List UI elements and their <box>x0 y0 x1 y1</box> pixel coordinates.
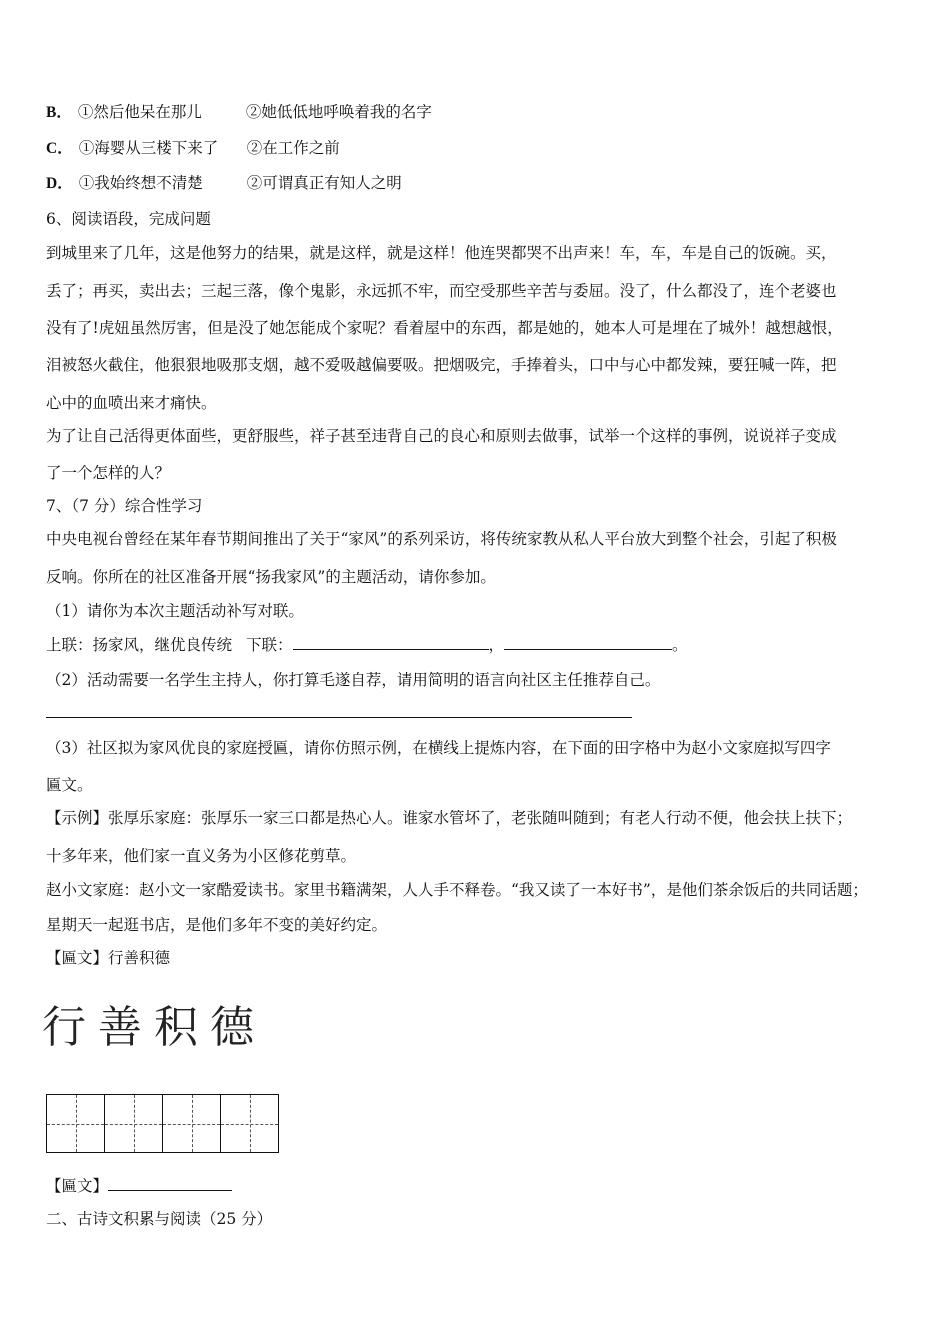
tianzige-grid <box>46 1094 279 1154</box>
q6-passage-line: 没有了!虎妞虽然厉害，但是没了她怎能成个家呢？看着屋中的东西，都是她的，她本人可是埋在了城外！越想越恨， <box>46 319 843 337</box>
option-part-2: ②她低低地呼唤着我的名字 <box>245 103 432 121</box>
example-line: 【示例】张厚乐家庭：张厚乐一家三口都是热心人。谁家水管坏了，老张随叫随到；有老人行动不便，他会扶上扶下； <box>46 809 853 827</box>
couplet-blank-1[interactable] <box>293 635 489 650</box>
q6-passage-line: 心中的血喷出来才痛快。 <box>46 394 217 412</box>
option-part-1: ①然后他呆在那儿 <box>77 103 202 121</box>
option-c <box>46 138 340 159</box>
couplet-upper: 上联：扬家风，继优良传统 <box>46 636 233 654</box>
q7-intro-line: 中央电视台曾经在某年春节期间推出了关于“家风”的系列采访，将传统家教从私人平台放大到整个社会，引起了积极 <box>46 530 837 548</box>
section-2-heading: 二、古诗文积累与阅读（25 分） <box>46 1210 273 1228</box>
example-line: 十多年来，他们家一直义务为小区修花剪草。 <box>46 847 357 865</box>
option-letter: B． <box>46 104 72 121</box>
q6-passage-line: 到城里来了几年，这是他努力的结果，就是这样，就是这样！他连哭都哭不出声来！车，车，车是自己的饭碗。买， <box>46 244 837 262</box>
plaque-big-text: 行善积德 <box>42 1002 266 1053</box>
couplet-row <box>46 635 688 655</box>
answer-plaque-label: 【匾文】 <box>46 1177 109 1195</box>
q6-heading: 6、阅读语段，完成问题 <box>46 210 211 228</box>
answer-plaque-row <box>46 1176 232 1196</box>
couplet-comma: ， <box>488 636 505 654</box>
plaque-label: 【匾文】行善积德 <box>46 949 171 967</box>
answer-plaque-blank[interactable] <box>108 1176 232 1191</box>
option-letter: D． <box>46 175 73 192</box>
q7-intro-line: 反响。你所在的社区准备开展“扬我家风”的主题活动，请你参加。 <box>46 568 496 586</box>
tianzige-cell[interactable] <box>220 1094 279 1153</box>
q6-question-line: 为了让自己活得更体面些，更舒服些，祥子甚至违背自己的良心和原则去做事，试举一个这样的事例，说说祥子变成 <box>46 427 837 445</box>
zhao-line: 赵小文家庭：赵小文一家酷爱读书。家里书籍满架，人人手不释卷。“我又读了一本好书”，是他们茶余饭后的共同话题； <box>46 881 868 899</box>
zhao-line: 星期天一起逛书店，是他们多年不变的美好约定。 <box>46 916 388 934</box>
option-b <box>46 102 432 123</box>
couplet-lower-label: 下联： <box>246 636 293 654</box>
q7-sub1: （1）请你为本次主题活动补写对联。 <box>46 602 304 620</box>
q7-sub3-line: （3）社区拟为家风优良的家庭授匾，请你仿照示例，在横线上提炼内容，在下面的田字格中为赵小文家庭拟写四字 <box>46 739 831 757</box>
tianzige-cell[interactable] <box>162 1094 220 1153</box>
q7-sub2: （2）活动需要一名学生主持人，你打算毛遂自荐，请用简明的语言向社区主任推荐自己。 <box>46 671 661 689</box>
option-letter: C． <box>46 140 73 157</box>
q7-sub3-line: 匾文。 <box>46 776 93 794</box>
q6-passage-line: 泪被怒火截住，他狠狠地吸那支烟，越不爱吸越偏要吸。把烟吸完，手捧着头，口中与心中都发辣，要狂喊一阵，把 <box>46 356 837 374</box>
option-d <box>46 173 402 194</box>
couplet-period: 。 <box>672 636 688 654</box>
option-part-1: ①海婴从三楼下来了 <box>78 139 219 157</box>
couplet-blank-2[interactable] <box>504 635 672 650</box>
q6-passage-line: 丢了；再买，卖出去；三起三落，像个鬼影，永远抓不牢，而空受那些辛苦与委屈。没了，什么都没了，连个老婆也 <box>46 282 837 300</box>
option-part-2: ②可谓真正有知人之明 <box>246 174 402 192</box>
option-part-2: ②在工作之前 <box>246 139 340 157</box>
tianzige-cell[interactable] <box>46 1094 104 1153</box>
option-part-1: ①我始终想不清楚 <box>78 174 203 192</box>
q7-heading: 7、（7 分）综合性学习 <box>46 497 203 515</box>
tianzige-cell[interactable] <box>104 1094 162 1153</box>
q6-question-line: 了一个怎样的人？ <box>46 464 171 482</box>
answer-line[interactable] <box>46 717 632 718</box>
